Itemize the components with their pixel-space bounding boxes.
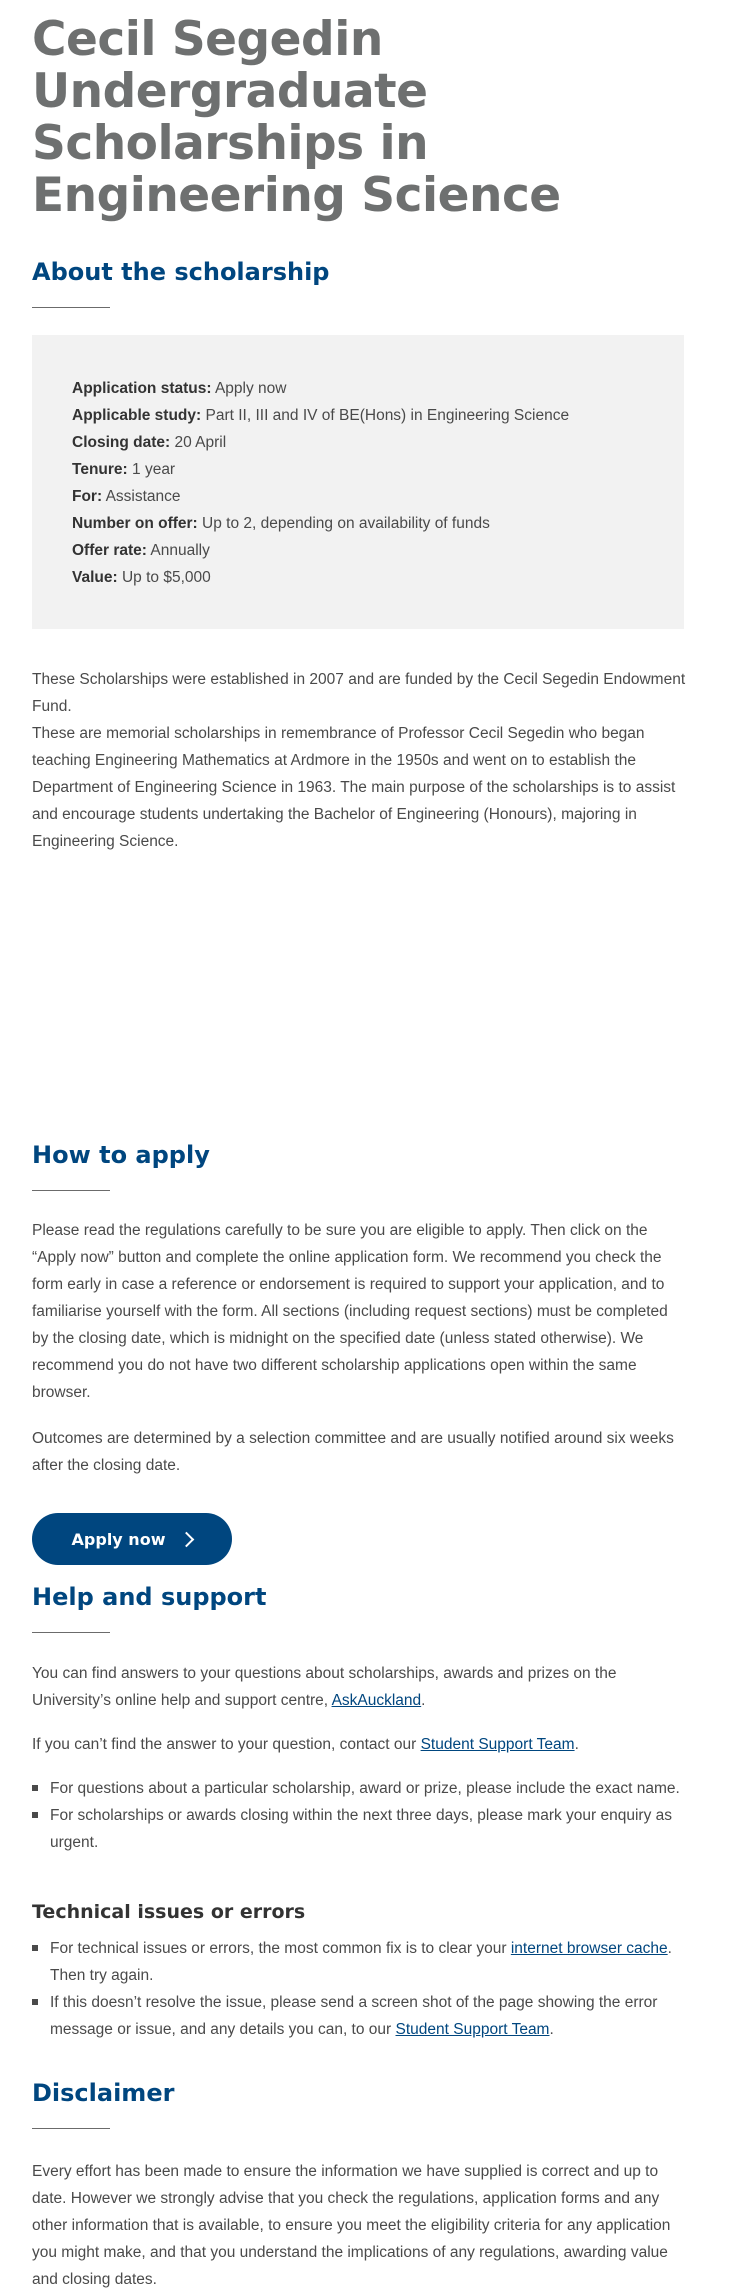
bullet-text: For technical issues or errors, the most common fix is to clear your bbox=[50, 1940, 511, 1957]
bullet-text: For scholarships or awards closing within the next three days, please mark your enquiry as urgent. bbox=[50, 1807, 673, 1851]
how-to-apply-heading: How to apply bbox=[32, 1141, 210, 1169]
how-to-apply-paragraph-1: Please read the regulations carefully to be sure you are eligible to apply. Then click on the “Apply now” button and complete the online application form. We recommend you check the form early in case a reference or endorsement is required to support your application, and to familiarise yourself with the form. All sections (including request sections) must be completed by the closing date, which is midnight on the specified date (unless stated otherwise). We recommend you do not have two different scholarship applications open within the same browser. bbox=[32, 1222, 668, 1401]
info-label: Applicable study: bbox=[72, 407, 202, 424]
info-number-on-offer bbox=[72, 510, 569, 537]
info-value: 1 year bbox=[132, 461, 176, 478]
info-closing-date bbox=[72, 429, 569, 456]
help-support-heading: Help and support bbox=[32, 1583, 267, 1611]
section-divider bbox=[32, 1632, 110, 1633]
apply-now-button[interactable] bbox=[32, 1513, 232, 1565]
apply-now-label: Apply now bbox=[71, 1529, 166, 1549]
help-bullet-list bbox=[32, 1775, 687, 1856]
how-to-apply-paragraph-2: Outcomes are determined by a selection committee and are usually notified around six weeks after the closing date. bbox=[32, 1430, 674, 1474]
disclaimer-heading: Disclaimer bbox=[32, 2079, 175, 2107]
info-application-status bbox=[72, 375, 569, 402]
info-tenure bbox=[72, 456, 569, 483]
square-bullet-icon bbox=[32, 1945, 38, 1951]
list-item bbox=[32, 1935, 687, 1989]
technical-issues-heading: Technical issues or errors bbox=[32, 1901, 306, 1923]
bullet-text: If this doesn’t resolve the issue, please send a screen shot of the page showing the error message or issue, and any details you can, to our bbox=[50, 1994, 658, 2038]
section-divider bbox=[32, 1190, 110, 1191]
list-item bbox=[32, 1775, 687, 1802]
info-label: Application status: bbox=[72, 380, 212, 397]
about-paragraph-1: These Scholarships were established in 2007 and are funded by the Cecil Segedin Endowment Fund. bbox=[32, 671, 686, 715]
info-value: Annually bbox=[150, 542, 210, 559]
help-text: . bbox=[574, 1736, 579, 1753]
square-bullet-icon bbox=[32, 1785, 38, 1791]
section-divider bbox=[32, 307, 110, 308]
scholarship-info-box bbox=[32, 335, 684, 629]
page-title: Cecil Segedin Undergraduate Scholarships in Engineering Science bbox=[32, 12, 561, 223]
info-value: Apply now bbox=[214, 380, 287, 397]
askauckland-link[interactable]: AskAuckland bbox=[331, 1692, 422, 1709]
student-support-team-link[interactable]: Student Support Team bbox=[420, 1736, 575, 1753]
info-offer-rate bbox=[72, 537, 569, 564]
bullet-text: . Then try again. bbox=[50, 1940, 672, 1984]
about-paragraph-2: These are memorial scholarships in remembrance of Professor Cecil Segedin who began teaching Engineering Mathematics at Ardmore in the 1950s and went on to establish the Department of Engineering Science in 1963. The main purpose of the scholarships is to assist and encourage students undertaking the Bachelor of Engineering (Honours), majoring in Engineering Science. bbox=[32, 725, 676, 850]
info-label: For: bbox=[72, 488, 103, 505]
help-text: . bbox=[421, 1692, 426, 1709]
bullet-text: . bbox=[549, 2021, 554, 2038]
bullet-text: For questions about a particular scholarship, award or prize, please include the exact name. bbox=[50, 1780, 680, 1797]
info-value bbox=[72, 564, 569, 591]
square-bullet-icon bbox=[32, 1812, 38, 1818]
scholarship-info-list bbox=[72, 375, 569, 591]
square-bullet-icon bbox=[32, 1999, 38, 2005]
info-label: Offer rate: bbox=[72, 542, 147, 559]
help-paragraph-1 bbox=[32, 1660, 687, 1714]
chevron-right-icon bbox=[179, 1531, 195, 1547]
info-value: Assistance bbox=[105, 488, 181, 505]
info-for bbox=[72, 483, 569, 510]
help-text: You can find answers to your questions about scholarships, awards and prizes on the University’s online help and support centre, bbox=[32, 1665, 617, 1709]
info-value: Up to 2, depending on availability of funds bbox=[202, 515, 490, 532]
info-label: Number on offer: bbox=[72, 515, 198, 532]
disclaimer-paragraph: Every effort has been made to ensure the information we have supplied is correct and up to date. However we strongly advise that you check the regulations, application forms and any other information that is available, to ensure you meet the eligibility criteria for any application you might make, and that you understand the implications of any regulations, awarding value and closing dates. bbox=[32, 2163, 671, 2288]
student-support-team-link[interactable]: Student Support Team bbox=[395, 2021, 550, 2038]
info-value: 20 April bbox=[174, 434, 227, 451]
info-label: Tenure: bbox=[72, 461, 128, 478]
info-value: Up to $5,000 bbox=[121, 569, 211, 586]
help-paragraph-2 bbox=[32, 1731, 687, 1758]
about-heading: About the scholarship bbox=[32, 258, 330, 286]
section-divider bbox=[32, 2128, 110, 2129]
info-label: Closing date: bbox=[72, 434, 171, 451]
browser-cache-link[interactable]: internet browser cache bbox=[510, 1940, 668, 1957]
info-applicable-study bbox=[72, 402, 569, 429]
list-item bbox=[32, 1989, 687, 2043]
info-label: Value: bbox=[72, 569, 118, 586]
help-text: If you can’t find the answer to your question, contact our bbox=[32, 1736, 421, 1753]
list-item bbox=[32, 1802, 687, 1856]
info-value: Part II, III and IV of BE(Hons) in Engineering Science bbox=[205, 407, 570, 424]
technical-bullet-list bbox=[32, 1935, 687, 2043]
